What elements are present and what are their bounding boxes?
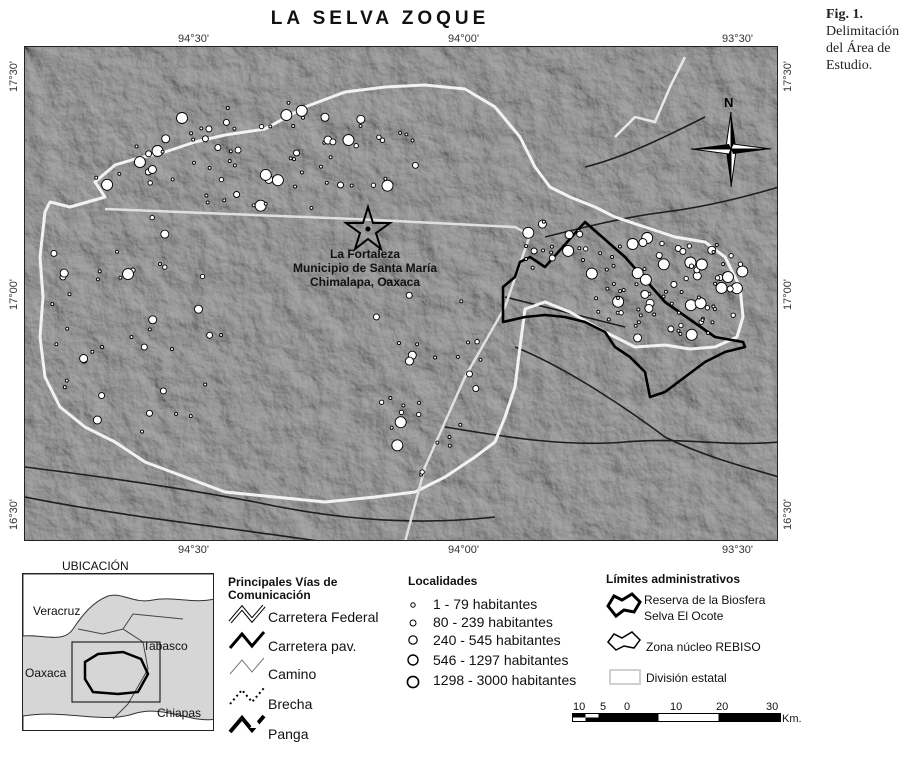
- locality-point: [643, 268, 646, 271]
- legend-loc-4: 546 - 1297 habitantes: [433, 652, 569, 668]
- locality-point: [141, 430, 144, 433]
- scale-tick-10-left: 10: [573, 701, 586, 713]
- locality-point: [434, 356, 437, 359]
- locality-point: [234, 192, 240, 198]
- locality-point: [460, 300, 463, 303]
- locality-point: [658, 259, 669, 270]
- locality-point: [479, 358, 482, 361]
- locality-point: [656, 252, 662, 258]
- locality-point: [531, 248, 537, 254]
- locality-point: [705, 306, 709, 310]
- locality-point: [338, 182, 344, 188]
- locality-point: [456, 355, 459, 358]
- locality-point: [660, 241, 664, 245]
- locality-point: [148, 181, 152, 185]
- locality-point: [161, 150, 164, 153]
- locality-point: [565, 231, 573, 239]
- locality-point: [475, 340, 479, 344]
- locality-point: [695, 298, 706, 309]
- label-tabasco: Tabasco: [143, 639, 188, 653]
- locality-size-symbols: [402, 594, 428, 690]
- locality-point: [731, 313, 735, 317]
- locality-point: [255, 200, 266, 211]
- locality-point: [586, 268, 597, 279]
- scale-tick-10: 10: [670, 701, 683, 713]
- limits-legend-title: Límites administrativos: [606, 572, 741, 586]
- locality-point: [697, 296, 700, 299]
- locality-point: [147, 410, 153, 416]
- locality-point: [612, 282, 615, 285]
- locality-point: [607, 318, 610, 321]
- locality-point: [292, 125, 295, 128]
- locality-point: [116, 250, 119, 253]
- localities-legend-title: Localidades: [408, 574, 478, 588]
- locality-point: [549, 255, 555, 261]
- locality-point: [207, 332, 213, 338]
- locality-point: [320, 165, 323, 168]
- locality-point: [123, 269, 134, 280]
- locality-point: [95, 176, 98, 179]
- scale-tick-0: 0: [624, 701, 631, 713]
- locality-point: [639, 314, 642, 317]
- locality-point: [684, 276, 688, 280]
- locality-point: [200, 127, 203, 130]
- locality-point: [605, 268, 608, 271]
- locality-point: [118, 172, 121, 175]
- locality-point: [287, 101, 290, 104]
- locality-point: [420, 470, 424, 474]
- locality-point: [384, 177, 387, 180]
- coord-bottom-1: 94°30': [178, 544, 209, 556]
- caption-line-1: Delimitación: [826, 24, 900, 39]
- locality-point: [148, 328, 151, 331]
- locality-point: [668, 326, 674, 332]
- locality-point: [597, 310, 600, 313]
- locality-point: [737, 266, 748, 277]
- locality-point: [302, 116, 305, 119]
- legend-loc-5: 1298 - 3000 habitantes: [433, 672, 577, 688]
- locality-point: [715, 276, 719, 280]
- locality-point: [577, 231, 583, 237]
- locality-point: [405, 357, 413, 365]
- locality-point: [448, 436, 451, 439]
- locality-point: [550, 251, 553, 254]
- locality-point: [402, 404, 405, 407]
- locality-point: [641, 290, 649, 298]
- locality-point: [416, 343, 419, 346]
- locality-point: [206, 126, 212, 132]
- locality-point: [686, 329, 697, 340]
- locality-point: [382, 180, 393, 191]
- locality-point: [712, 251, 715, 254]
- locality-point: [219, 177, 223, 181]
- map-title: LA SELVA ZOQUE: [270, 8, 490, 29]
- locality-point: [215, 145, 221, 151]
- locality-point: [390, 426, 393, 429]
- legend-brecha: Brecha: [268, 696, 313, 712]
- legend-carretera-pav: Carretera pav.: [268, 638, 357, 654]
- locality-point: [269, 125, 272, 128]
- legend-camino: Camino: [268, 666, 317, 682]
- locality-point: [350, 184, 353, 187]
- coord-right-2: 17°00': [782, 279, 794, 310]
- locality-point: [226, 107, 229, 110]
- locality-point: [150, 215, 154, 219]
- locality-point: [406, 292, 412, 298]
- locality-point: [727, 286, 733, 292]
- locality-point: [98, 270, 101, 273]
- locality-point: [149, 316, 157, 324]
- locality-point: [679, 332, 682, 335]
- scale-bar: [572, 713, 792, 723]
- locality-point: [80, 355, 88, 363]
- locality-point: [148, 166, 156, 174]
- coord-right-3: 16°30': [782, 499, 794, 530]
- locality-point: [412, 162, 418, 168]
- locality-point: [578, 247, 581, 250]
- locality-point: [260, 169, 271, 180]
- locality-point: [359, 124, 362, 127]
- locality-point: [713, 308, 716, 311]
- locality-point: [195, 305, 203, 313]
- caption-line-2: del Área de: [826, 41, 891, 56]
- locality-point: [259, 124, 263, 128]
- locality-point: [689, 264, 693, 268]
- locality-point: [171, 348, 174, 351]
- roads-legend-title: [228, 576, 337, 602]
- locality-point: [193, 161, 196, 164]
- north-label: N: [724, 95, 734, 110]
- locality-point: [417, 412, 421, 416]
- locality-point: [65, 379, 68, 382]
- locality-point: [411, 139, 414, 142]
- locality-point: [612, 264, 615, 267]
- locality-point: [91, 350, 94, 353]
- locality-point: [171, 178, 174, 181]
- locality-point: [525, 245, 528, 248]
- locality-point: [357, 115, 365, 123]
- locality-point: [377, 135, 381, 139]
- locality-point: [584, 247, 588, 251]
- locality-point: [99, 393, 105, 399]
- locality-point: [51, 250, 57, 256]
- coord-left-2: 17°00': [8, 279, 20, 310]
- locality-point: [392, 440, 403, 451]
- locality-point: [228, 160, 231, 163]
- locality-point: [96, 278, 99, 281]
- figure-number: Fig. 1.: [826, 7, 863, 22]
- locality-point: [281, 110, 292, 121]
- place-label: [275, 247, 455, 289]
- locality-point: [619, 311, 623, 315]
- locality-point: [161, 230, 169, 238]
- relief-map: [24, 46, 778, 541]
- locality-point: [542, 220, 545, 223]
- locality-point: [653, 313, 656, 316]
- locality-point: [63, 386, 66, 389]
- locality-point: [252, 204, 255, 207]
- locality-point: [523, 227, 534, 238]
- locality-point: [175, 412, 178, 415]
- locality-point: [205, 194, 208, 197]
- locality-point: [634, 324, 637, 327]
- locality-point: [715, 244, 718, 247]
- locality-point: [293, 158, 296, 161]
- roads-title-line-2: Comunicación: [228, 588, 311, 602]
- locality-point: [371, 183, 375, 187]
- coord-right-1: 17°30': [782, 61, 794, 92]
- locality-point: [680, 248, 686, 254]
- locality-point: [202, 136, 208, 142]
- locality-point: [399, 131, 402, 134]
- legend-zona-nucleo: Zona núcleo REBISO: [646, 640, 761, 654]
- locality-point: [200, 274, 204, 278]
- locality-point: [146, 151, 152, 157]
- legend-reserva-line-1: Reserva de la Biosfera: [644, 593, 766, 607]
- locality-point: [716, 282, 727, 293]
- locality-point: [680, 291, 683, 294]
- label-veracruz: Veracruz: [33, 604, 81, 618]
- locality-point: [330, 139, 336, 145]
- locality-point: [405, 133, 408, 136]
- locator-title: UBICACIÓN: [62, 559, 129, 573]
- label-oaxaca: Oaxaca: [25, 666, 67, 680]
- locality-point: [531, 266, 534, 269]
- locality-point: [722, 263, 725, 266]
- locality-point: [679, 323, 683, 327]
- locality-point: [398, 342, 401, 345]
- locality-point: [640, 274, 651, 285]
- locality-point: [563, 245, 574, 256]
- locality-point: [159, 263, 162, 266]
- locality-point: [459, 423, 462, 426]
- locality-point: [130, 336, 133, 339]
- place-label-line-2: Municipio de Santa María: [292, 261, 438, 275]
- locality-point: [637, 321, 640, 324]
- locality-point: [738, 262, 742, 266]
- locality-point: [664, 290, 667, 293]
- locality-point: [448, 444, 451, 447]
- legend-division-estatal: División estatal: [646, 671, 727, 685]
- locality-point: [611, 256, 614, 259]
- locality-point: [619, 290, 622, 293]
- locality-point: [141, 344, 147, 350]
- locality-point: [204, 383, 207, 386]
- legend-carretera-federal: Carretera Federal: [268, 609, 379, 625]
- legend-loc-3: 240 - 545 habitantes: [433, 632, 561, 648]
- locality-point: [418, 401, 421, 404]
- locality-point: [51, 303, 54, 306]
- locality-point: [229, 150, 232, 153]
- locality-point: [379, 400, 383, 404]
- caption-line-3: Estudio.: [826, 58, 873, 73]
- locality-point: [55, 343, 58, 346]
- place-label-line-1: La Fortaleza: [329, 247, 401, 261]
- locality-point: [671, 281, 677, 287]
- roads-legend-symbols: [228, 604, 268, 744]
- locality-point: [436, 441, 439, 444]
- figure-caption: [826, 6, 916, 74]
- locality-point: [729, 254, 733, 258]
- locality-point: [192, 138, 195, 141]
- locality-point: [310, 206, 313, 209]
- locality-point: [634, 334, 642, 342]
- locality-point: [599, 252, 602, 255]
- locality-point: [639, 239, 647, 247]
- legend-panga: Panga: [268, 726, 309, 742]
- coord-top-3: 93°30': [722, 33, 753, 45]
- locality-point: [135, 145, 138, 148]
- locality-point: [550, 245, 553, 248]
- locality-point: [235, 147, 241, 153]
- locality-point: [208, 166, 211, 169]
- locality-point: [467, 341, 470, 344]
- locality-point: [670, 302, 673, 305]
- locality-point: [714, 282, 717, 285]
- locality-point: [119, 276, 122, 279]
- locator-map: [22, 573, 214, 731]
- locality-point: [467, 371, 473, 377]
- locality-point: [163, 265, 167, 269]
- locality-point: [542, 249, 545, 252]
- coord-top-2: 94°00': [448, 33, 479, 45]
- coord-bottom-2: 94°00': [448, 544, 479, 556]
- locality-point: [595, 297, 598, 300]
- locality-point: [399, 410, 403, 414]
- scale-tick-30: 30: [766, 701, 779, 713]
- locality-point: [606, 287, 609, 290]
- locality-point: [637, 308, 640, 311]
- roads-title-line-1: Principales Vías de: [228, 575, 338, 589]
- locality-point: [645, 304, 653, 312]
- locality-point: [177, 113, 188, 124]
- locality-point: [701, 319, 704, 322]
- locality-point: [206, 201, 209, 204]
- locality-point: [687, 244, 691, 248]
- locality-point: [635, 283, 638, 286]
- coord-bottom-3: 93°30': [722, 544, 753, 556]
- locality-point: [223, 199, 226, 202]
- locality-point: [102, 179, 113, 190]
- locality-point: [68, 293, 71, 296]
- coord-top-1: 94°30': [178, 33, 209, 45]
- locality-point: [325, 181, 328, 184]
- locality-point: [473, 386, 479, 392]
- scale-tick-5: 5: [600, 701, 607, 713]
- locality-point: [190, 132, 193, 135]
- locality-point: [233, 127, 236, 130]
- locality-point: [60, 269, 68, 277]
- locality-point: [711, 321, 714, 324]
- locality-point: [696, 259, 707, 270]
- locality-point: [685, 300, 696, 311]
- locality-point: [289, 157, 292, 160]
- locality-point: [101, 346, 104, 349]
- locality-point: [627, 239, 638, 250]
- locality-point: [677, 329, 680, 332]
- locality-point: [723, 272, 734, 283]
- locality-point: [354, 144, 358, 148]
- locality-point: [618, 245, 621, 248]
- locality-point: [582, 259, 585, 262]
- locality-point: [525, 258, 528, 261]
- locality-point: [93, 416, 101, 424]
- locality-point: [677, 311, 680, 314]
- locality-point: [296, 105, 307, 116]
- place-label-line-3: Chimalapa, Oaxaca: [309, 275, 421, 289]
- legend-reserva-line-2: Selva El Ocote: [644, 609, 724, 623]
- locality-point: [66, 327, 69, 330]
- locality-point: [134, 157, 145, 168]
- locality-point: [343, 135, 354, 146]
- locality-point: [373, 314, 379, 320]
- locality-point: [233, 164, 236, 167]
- locality-point: [329, 156, 332, 159]
- locality-point: [264, 202, 267, 205]
- locality-point: [389, 397, 392, 400]
- legend-loc-1: 1 - 79 habitantes: [433, 596, 538, 612]
- locality-point: [662, 295, 665, 298]
- scale-unit: Km.: [782, 713, 802, 725]
- locality-point: [162, 135, 170, 143]
- locality-point: [707, 332, 710, 335]
- locality-point: [160, 388, 166, 394]
- locality-point: [622, 289, 625, 292]
- locality-point: [223, 119, 229, 125]
- locality-point: [294, 150, 300, 156]
- label-chiapas: Chiapas: [157, 706, 202, 720]
- locality-point: [272, 175, 283, 186]
- locality-point: [189, 415, 192, 418]
- locality-point: [294, 185, 297, 188]
- coord-left-1: 17°30': [8, 61, 20, 92]
- coord-left-3: 16°30': [8, 499, 20, 530]
- locality-point: [617, 297, 620, 300]
- locality-point: [220, 334, 223, 337]
- legend-loc-2: 80 - 239 habitantes: [433, 614, 553, 630]
- scale-tick-20: 20: [716, 701, 729, 713]
- locality-point: [300, 171, 303, 174]
- locality-point: [395, 417, 406, 428]
- locality-point: [321, 113, 329, 121]
- limits-legend-symbols: [604, 590, 646, 690]
